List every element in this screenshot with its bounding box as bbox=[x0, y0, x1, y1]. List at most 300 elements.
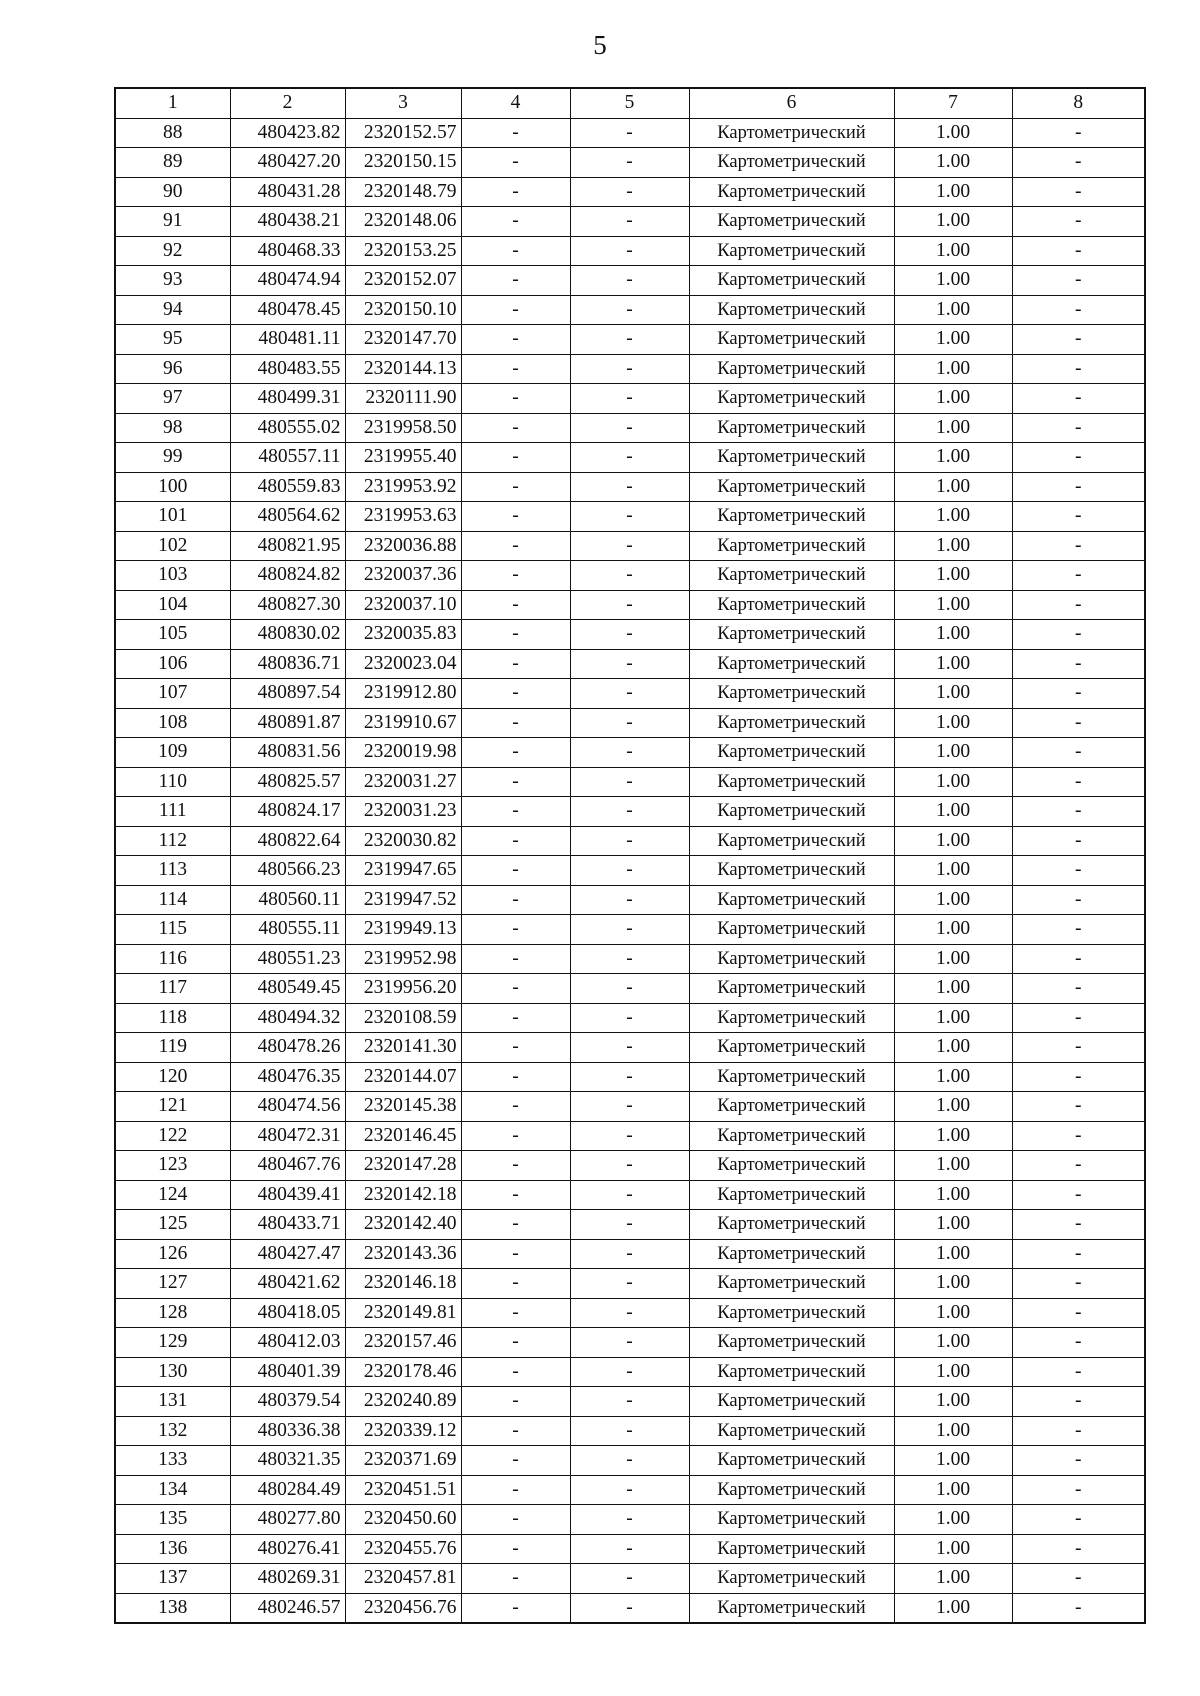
y-coordinate-cell: 2320152.07 bbox=[345, 266, 461, 296]
method-cell: Картометрический bbox=[689, 1357, 894, 1387]
column-4-cell: - bbox=[461, 1062, 570, 1092]
table-row bbox=[115, 1210, 1145, 1240]
accuracy-cell: 1.00 bbox=[894, 620, 1012, 650]
column-5-cell: - bbox=[570, 207, 689, 237]
point-number-cell: 117 bbox=[115, 974, 230, 1004]
column-5-cell: - bbox=[570, 974, 689, 1004]
table-row bbox=[115, 236, 1145, 266]
column-8-cell: - bbox=[1012, 767, 1145, 797]
y-coordinate-cell: 2320037.10 bbox=[345, 590, 461, 620]
method-cell: Картометрический bbox=[689, 207, 894, 237]
column-8-cell: - bbox=[1012, 1210, 1145, 1240]
table-row bbox=[115, 295, 1145, 325]
column-5-cell: - bbox=[570, 118, 689, 148]
x-coordinate-cell: 480401.39 bbox=[230, 1357, 345, 1387]
table-row bbox=[115, 502, 1145, 532]
table-row bbox=[115, 1416, 1145, 1446]
column-5-cell: - bbox=[570, 1003, 689, 1033]
column-4-cell: - bbox=[461, 1475, 570, 1505]
method-cell: Картометрический bbox=[689, 1446, 894, 1476]
column-5-cell: - bbox=[570, 797, 689, 827]
column-4-cell: - bbox=[461, 708, 570, 738]
x-coordinate-cell: 480559.83 bbox=[230, 472, 345, 502]
y-coordinate-cell: 2320145.38 bbox=[345, 1092, 461, 1122]
y-coordinate-cell: 2320147.70 bbox=[345, 325, 461, 355]
x-coordinate-cell: 480557.11 bbox=[230, 443, 345, 473]
y-coordinate-cell: 2320456.76 bbox=[345, 1593, 461, 1623]
point-number-cell: 122 bbox=[115, 1121, 230, 1151]
method-cell: Картометрический bbox=[689, 325, 894, 355]
y-coordinate-cell: 2320371.69 bbox=[345, 1446, 461, 1476]
point-number-cell: 131 bbox=[115, 1387, 230, 1417]
table-row bbox=[115, 1121, 1145, 1151]
x-coordinate-cell: 480494.32 bbox=[230, 1003, 345, 1033]
column-4-cell: - bbox=[461, 1033, 570, 1063]
x-coordinate-cell: 480423.82 bbox=[230, 118, 345, 148]
column-4-cell: - bbox=[461, 1387, 570, 1417]
table-row bbox=[115, 1151, 1145, 1181]
accuracy-cell: 1.00 bbox=[894, 679, 1012, 709]
column-5-cell: - bbox=[570, 1033, 689, 1063]
method-cell: Картометрический bbox=[689, 974, 894, 1004]
column-8-cell: - bbox=[1012, 1062, 1145, 1092]
method-cell: Картометрический bbox=[689, 590, 894, 620]
column-8-cell: - bbox=[1012, 649, 1145, 679]
column-8-cell: - bbox=[1012, 443, 1145, 473]
column-8-cell: - bbox=[1012, 1003, 1145, 1033]
column-4-cell: - bbox=[461, 118, 570, 148]
column-4-cell: - bbox=[461, 443, 570, 473]
column-4-cell: - bbox=[461, 207, 570, 237]
accuracy-cell: 1.00 bbox=[894, 1446, 1012, 1476]
column-8-cell: - bbox=[1012, 148, 1145, 178]
column-5-cell: - bbox=[570, 856, 689, 886]
method-cell: Картометрический bbox=[689, 384, 894, 414]
y-coordinate-cell: 2320036.88 bbox=[345, 531, 461, 561]
method-cell: Картометрический bbox=[689, 1121, 894, 1151]
x-coordinate-cell: 480438.21 bbox=[230, 207, 345, 237]
method-cell: Картометрический bbox=[689, 1534, 894, 1564]
column-5-cell: - bbox=[570, 915, 689, 945]
column-4-cell: - bbox=[461, 826, 570, 856]
accuracy-cell: 1.00 bbox=[894, 295, 1012, 325]
column-4-cell: - bbox=[461, 1416, 570, 1446]
point-number-cell: 109 bbox=[115, 738, 230, 768]
method-cell: Картометрический bbox=[689, 266, 894, 296]
column-8-cell: - bbox=[1012, 236, 1145, 266]
table-row bbox=[115, 1357, 1145, 1387]
accuracy-cell: 1.00 bbox=[894, 354, 1012, 384]
accuracy-cell: 1.00 bbox=[894, 1475, 1012, 1505]
column-header-3: 3 bbox=[345, 88, 461, 118]
column-5-cell: - bbox=[570, 266, 689, 296]
y-coordinate-cell: 2320111.90 bbox=[345, 384, 461, 414]
column-header-4: 4 bbox=[461, 88, 570, 118]
x-coordinate-cell: 480433.71 bbox=[230, 1210, 345, 1240]
column-5-cell: - bbox=[570, 1151, 689, 1181]
column-4-cell: - bbox=[461, 856, 570, 886]
column-4-cell: - bbox=[461, 236, 570, 266]
point-number-cell: 106 bbox=[115, 649, 230, 679]
column-4-cell: - bbox=[461, 295, 570, 325]
point-number-cell: 100 bbox=[115, 472, 230, 502]
x-coordinate-cell: 480827.30 bbox=[230, 590, 345, 620]
accuracy-cell: 1.00 bbox=[894, 177, 1012, 207]
x-coordinate-cell: 480476.35 bbox=[230, 1062, 345, 1092]
x-coordinate-cell: 480468.33 bbox=[230, 236, 345, 266]
accuracy-cell: 1.00 bbox=[894, 1357, 1012, 1387]
column-4-cell: - bbox=[461, 1239, 570, 1269]
method-cell: Картометрический bbox=[689, 1505, 894, 1535]
column-5-cell: - bbox=[570, 531, 689, 561]
point-number-cell: 137 bbox=[115, 1564, 230, 1594]
column-8-cell: - bbox=[1012, 1505, 1145, 1535]
accuracy-cell: 1.00 bbox=[894, 531, 1012, 561]
method-cell: Картометрический bbox=[689, 118, 894, 148]
point-number-cell: 125 bbox=[115, 1210, 230, 1240]
point-number-cell: 116 bbox=[115, 944, 230, 974]
x-coordinate-cell: 480421.62 bbox=[230, 1269, 345, 1299]
y-coordinate-cell: 2319912.80 bbox=[345, 679, 461, 709]
column-5-cell: - bbox=[570, 177, 689, 207]
y-coordinate-cell: 2320141.30 bbox=[345, 1033, 461, 1063]
accuracy-cell: 1.00 bbox=[894, 856, 1012, 886]
method-cell: Картометрический bbox=[689, 620, 894, 650]
x-coordinate-cell: 480891.87 bbox=[230, 708, 345, 738]
method-cell: Картометрический bbox=[689, 443, 894, 473]
y-coordinate-cell: 2319958.50 bbox=[345, 413, 461, 443]
column-8-cell: - bbox=[1012, 1534, 1145, 1564]
column-8-cell: - bbox=[1012, 1121, 1145, 1151]
column-8-cell: - bbox=[1012, 679, 1145, 709]
column-header-7: 7 bbox=[894, 88, 1012, 118]
x-coordinate-cell: 480276.41 bbox=[230, 1534, 345, 1564]
table-row bbox=[115, 1180, 1145, 1210]
accuracy-cell: 1.00 bbox=[894, 502, 1012, 532]
point-number-cell: 130 bbox=[115, 1357, 230, 1387]
column-4-cell: - bbox=[461, 354, 570, 384]
point-number-cell: 114 bbox=[115, 885, 230, 915]
x-coordinate-cell: 480560.11 bbox=[230, 885, 345, 915]
y-coordinate-cell: 2320146.18 bbox=[345, 1269, 461, 1299]
method-cell: Картометрический bbox=[689, 856, 894, 886]
x-coordinate-cell: 480825.57 bbox=[230, 767, 345, 797]
y-coordinate-cell: 2320178.46 bbox=[345, 1357, 461, 1387]
method-cell: Картометрический bbox=[689, 797, 894, 827]
column-header-1: 1 bbox=[115, 88, 230, 118]
column-8-cell: - bbox=[1012, 1239, 1145, 1269]
y-coordinate-cell: 2320150.15 bbox=[345, 148, 461, 178]
column-8-cell: - bbox=[1012, 1269, 1145, 1299]
accuracy-cell: 1.00 bbox=[894, 1180, 1012, 1210]
y-coordinate-cell: 2320030.82 bbox=[345, 826, 461, 856]
column-4-cell: - bbox=[461, 1357, 570, 1387]
x-coordinate-cell: 480830.02 bbox=[230, 620, 345, 650]
method-cell: Картометрический bbox=[689, 413, 894, 443]
x-coordinate-cell: 480431.28 bbox=[230, 177, 345, 207]
column-4-cell: - bbox=[461, 325, 570, 355]
column-4-cell: - bbox=[461, 472, 570, 502]
y-coordinate-cell: 2319953.63 bbox=[345, 502, 461, 532]
column-5-cell: - bbox=[570, 1505, 689, 1535]
column-4-cell: - bbox=[461, 797, 570, 827]
accuracy-cell: 1.00 bbox=[894, 1092, 1012, 1122]
column-8-cell: - bbox=[1012, 1475, 1145, 1505]
table-row bbox=[115, 1534, 1145, 1564]
point-number-cell: 127 bbox=[115, 1269, 230, 1299]
column-4-cell: - bbox=[461, 590, 570, 620]
x-coordinate-cell: 480566.23 bbox=[230, 856, 345, 886]
column-8-cell: - bbox=[1012, 826, 1145, 856]
column-8-cell: - bbox=[1012, 974, 1145, 1004]
point-number-cell: 121 bbox=[115, 1092, 230, 1122]
y-coordinate-cell: 2319956.20 bbox=[345, 974, 461, 1004]
point-number-cell: 138 bbox=[115, 1593, 230, 1623]
point-number-cell: 124 bbox=[115, 1180, 230, 1210]
column-5-cell: - bbox=[570, 944, 689, 974]
column-5-cell: - bbox=[570, 1416, 689, 1446]
y-coordinate-cell: 2319949.13 bbox=[345, 915, 461, 945]
method-cell: Картометрический bbox=[689, 708, 894, 738]
accuracy-cell: 1.00 bbox=[894, 1593, 1012, 1623]
table-row bbox=[115, 856, 1145, 886]
point-number-cell: 91 bbox=[115, 207, 230, 237]
x-coordinate-cell: 480478.45 bbox=[230, 295, 345, 325]
table-row bbox=[115, 767, 1145, 797]
method-cell: Картометрический bbox=[689, 1298, 894, 1328]
column-4-cell: - bbox=[461, 1180, 570, 1210]
accuracy-cell: 1.00 bbox=[894, 236, 1012, 266]
column-8-cell: - bbox=[1012, 118, 1145, 148]
y-coordinate-cell: 2320157.46 bbox=[345, 1328, 461, 1358]
column-4-cell: - bbox=[461, 384, 570, 414]
x-coordinate-cell: 480284.49 bbox=[230, 1475, 345, 1505]
method-cell: Картометрический bbox=[689, 1387, 894, 1417]
point-number-cell: 132 bbox=[115, 1416, 230, 1446]
column-4-cell: - bbox=[461, 266, 570, 296]
point-number-cell: 112 bbox=[115, 826, 230, 856]
column-8-cell: - bbox=[1012, 531, 1145, 561]
y-coordinate-cell: 2320019.98 bbox=[345, 738, 461, 768]
column-8-cell: - bbox=[1012, 266, 1145, 296]
column-8-cell: - bbox=[1012, 1564, 1145, 1594]
column-4-cell: - bbox=[461, 1505, 570, 1535]
table-row bbox=[115, 620, 1145, 650]
method-cell: Картометрический bbox=[689, 1033, 894, 1063]
accuracy-cell: 1.00 bbox=[894, 590, 1012, 620]
table-row bbox=[115, 885, 1145, 915]
column-4-cell: - bbox=[461, 1003, 570, 1033]
column-5-cell: - bbox=[570, 1357, 689, 1387]
x-coordinate-cell: 480474.94 bbox=[230, 266, 345, 296]
y-coordinate-cell: 2320149.81 bbox=[345, 1298, 461, 1328]
y-coordinate-cell: 2320339.12 bbox=[345, 1416, 461, 1446]
x-coordinate-cell: 480564.62 bbox=[230, 502, 345, 532]
table-row bbox=[115, 118, 1145, 148]
accuracy-cell: 1.00 bbox=[894, 649, 1012, 679]
y-coordinate-cell: 2320451.51 bbox=[345, 1475, 461, 1505]
y-coordinate-cell: 2320035.83 bbox=[345, 620, 461, 650]
accuracy-cell: 1.00 bbox=[894, 472, 1012, 502]
point-number-cell: 118 bbox=[115, 1003, 230, 1033]
method-cell: Картометрический bbox=[689, 1564, 894, 1594]
method-cell: Картометрический bbox=[689, 1593, 894, 1623]
accuracy-cell: 1.00 bbox=[894, 1534, 1012, 1564]
column-header-5: 5 bbox=[570, 88, 689, 118]
y-coordinate-cell: 2320150.10 bbox=[345, 295, 461, 325]
point-number-cell: 90 bbox=[115, 177, 230, 207]
point-number-cell: 107 bbox=[115, 679, 230, 709]
table-row bbox=[115, 826, 1145, 856]
x-coordinate-cell: 480897.54 bbox=[230, 679, 345, 709]
table-header-row bbox=[115, 88, 1145, 118]
column-4-cell: - bbox=[461, 1593, 570, 1623]
method-cell: Картометрический bbox=[689, 1092, 894, 1122]
accuracy-cell: 1.00 bbox=[894, 384, 1012, 414]
column-8-cell: - bbox=[1012, 708, 1145, 738]
column-5-cell: - bbox=[570, 767, 689, 797]
method-cell: Картометрический bbox=[689, 1269, 894, 1299]
y-coordinate-cell: 2319955.40 bbox=[345, 443, 461, 473]
column-5-cell: - bbox=[570, 1534, 689, 1564]
column-4-cell: - bbox=[461, 561, 570, 591]
x-coordinate-cell: 480822.64 bbox=[230, 826, 345, 856]
table-row bbox=[115, 590, 1145, 620]
x-coordinate-cell: 480336.38 bbox=[230, 1416, 345, 1446]
column-4-cell: - bbox=[461, 974, 570, 1004]
table-row bbox=[115, 266, 1145, 296]
column-8-cell: - bbox=[1012, 1033, 1145, 1063]
accuracy-cell: 1.00 bbox=[894, 767, 1012, 797]
column-5-cell: - bbox=[570, 590, 689, 620]
column-5-cell: - bbox=[570, 502, 689, 532]
column-8-cell: - bbox=[1012, 1416, 1145, 1446]
column-5-cell: - bbox=[570, 413, 689, 443]
x-coordinate-cell: 480551.23 bbox=[230, 944, 345, 974]
x-coordinate-cell: 480269.31 bbox=[230, 1564, 345, 1594]
method-cell: Картометрический bbox=[689, 472, 894, 502]
point-number-cell: 126 bbox=[115, 1239, 230, 1269]
x-coordinate-cell: 480472.31 bbox=[230, 1121, 345, 1151]
x-coordinate-cell: 480824.17 bbox=[230, 797, 345, 827]
y-coordinate-cell: 2320148.06 bbox=[345, 207, 461, 237]
x-coordinate-cell: 480499.31 bbox=[230, 384, 345, 414]
x-coordinate-cell: 480824.82 bbox=[230, 561, 345, 591]
point-number-cell: 120 bbox=[115, 1062, 230, 1092]
method-cell: Картометрический bbox=[689, 944, 894, 974]
column-8-cell: - bbox=[1012, 885, 1145, 915]
column-5-cell: - bbox=[570, 1387, 689, 1417]
table-row bbox=[115, 1446, 1145, 1476]
x-coordinate-cell: 480439.41 bbox=[230, 1180, 345, 1210]
point-number-cell: 96 bbox=[115, 354, 230, 384]
method-cell: Картометрический bbox=[689, 1239, 894, 1269]
x-coordinate-cell: 480555.02 bbox=[230, 413, 345, 443]
accuracy-cell: 1.00 bbox=[894, 118, 1012, 148]
y-coordinate-cell: 2320148.79 bbox=[345, 177, 461, 207]
method-cell: Картометрический bbox=[689, 1151, 894, 1181]
column-5-cell: - bbox=[570, 708, 689, 738]
column-5-cell: - bbox=[570, 1593, 689, 1623]
point-number-cell: 92 bbox=[115, 236, 230, 266]
column-8-cell: - bbox=[1012, 1328, 1145, 1358]
y-coordinate-cell: 2320142.40 bbox=[345, 1210, 461, 1240]
column-4-cell: - bbox=[461, 1151, 570, 1181]
table-row bbox=[115, 354, 1145, 384]
column-5-cell: - bbox=[570, 1180, 689, 1210]
accuracy-cell: 1.00 bbox=[894, 561, 1012, 591]
table-row bbox=[115, 148, 1145, 178]
accuracy-cell: 1.00 bbox=[894, 797, 1012, 827]
column-5-cell: - bbox=[570, 1298, 689, 1328]
table-row bbox=[115, 1239, 1145, 1269]
method-cell: Картометрический bbox=[689, 1328, 894, 1358]
accuracy-cell: 1.00 bbox=[894, 1564, 1012, 1594]
column-8-cell: - bbox=[1012, 1357, 1145, 1387]
column-header-8: 8 bbox=[1012, 88, 1145, 118]
y-coordinate-cell: 2319952.98 bbox=[345, 944, 461, 974]
method-cell: Картометрический bbox=[689, 354, 894, 384]
x-coordinate-cell: 480821.95 bbox=[230, 531, 345, 561]
column-8-cell: - bbox=[1012, 1387, 1145, 1417]
accuracy-cell: 1.00 bbox=[894, 944, 1012, 974]
column-5-cell: - bbox=[570, 325, 689, 355]
accuracy-cell: 1.00 bbox=[894, 738, 1012, 768]
y-coordinate-cell: 2320153.25 bbox=[345, 236, 461, 266]
column-5-cell: - bbox=[570, 826, 689, 856]
accuracy-cell: 1.00 bbox=[894, 1210, 1012, 1240]
y-coordinate-cell: 2319910.67 bbox=[345, 708, 461, 738]
accuracy-cell: 1.00 bbox=[894, 1151, 1012, 1181]
x-coordinate-cell: 480831.56 bbox=[230, 738, 345, 768]
column-8-cell: - bbox=[1012, 797, 1145, 827]
column-8-cell: - bbox=[1012, 1151, 1145, 1181]
column-5-cell: - bbox=[570, 148, 689, 178]
column-5-cell: - bbox=[570, 1062, 689, 1092]
column-8-cell: - bbox=[1012, 413, 1145, 443]
point-number-cell: 104 bbox=[115, 590, 230, 620]
accuracy-cell: 1.00 bbox=[894, 1505, 1012, 1535]
x-coordinate-cell: 480555.11 bbox=[230, 915, 345, 945]
y-coordinate-cell: 2320108.59 bbox=[345, 1003, 461, 1033]
y-coordinate-cell: 2320240.89 bbox=[345, 1387, 461, 1417]
method-cell: Картометрический bbox=[689, 915, 894, 945]
y-coordinate-cell: 2320031.27 bbox=[345, 767, 461, 797]
column-8-cell: - bbox=[1012, 856, 1145, 886]
column-5-cell: - bbox=[570, 620, 689, 650]
method-cell: Картометрический bbox=[689, 1210, 894, 1240]
column-8-cell: - bbox=[1012, 384, 1145, 414]
table-row bbox=[115, 649, 1145, 679]
column-5-cell: - bbox=[570, 1269, 689, 1299]
column-8-cell: - bbox=[1012, 1446, 1145, 1476]
table-row bbox=[115, 944, 1145, 974]
column-8-cell: - bbox=[1012, 177, 1145, 207]
point-number-cell: 135 bbox=[115, 1505, 230, 1535]
table-row bbox=[115, 443, 1145, 473]
x-coordinate-cell: 480478.26 bbox=[230, 1033, 345, 1063]
accuracy-cell: 1.00 bbox=[894, 443, 1012, 473]
column-5-cell: - bbox=[570, 1210, 689, 1240]
column-4-cell: - bbox=[461, 1564, 570, 1594]
column-8-cell: - bbox=[1012, 561, 1145, 591]
method-cell: Картометрический bbox=[689, 826, 894, 856]
column-5-cell: - bbox=[570, 1446, 689, 1476]
table-row bbox=[115, 915, 1145, 945]
accuracy-cell: 1.00 bbox=[894, 1387, 1012, 1417]
method-cell: Картометрический bbox=[689, 649, 894, 679]
column-5-cell: - bbox=[570, 1328, 689, 1358]
